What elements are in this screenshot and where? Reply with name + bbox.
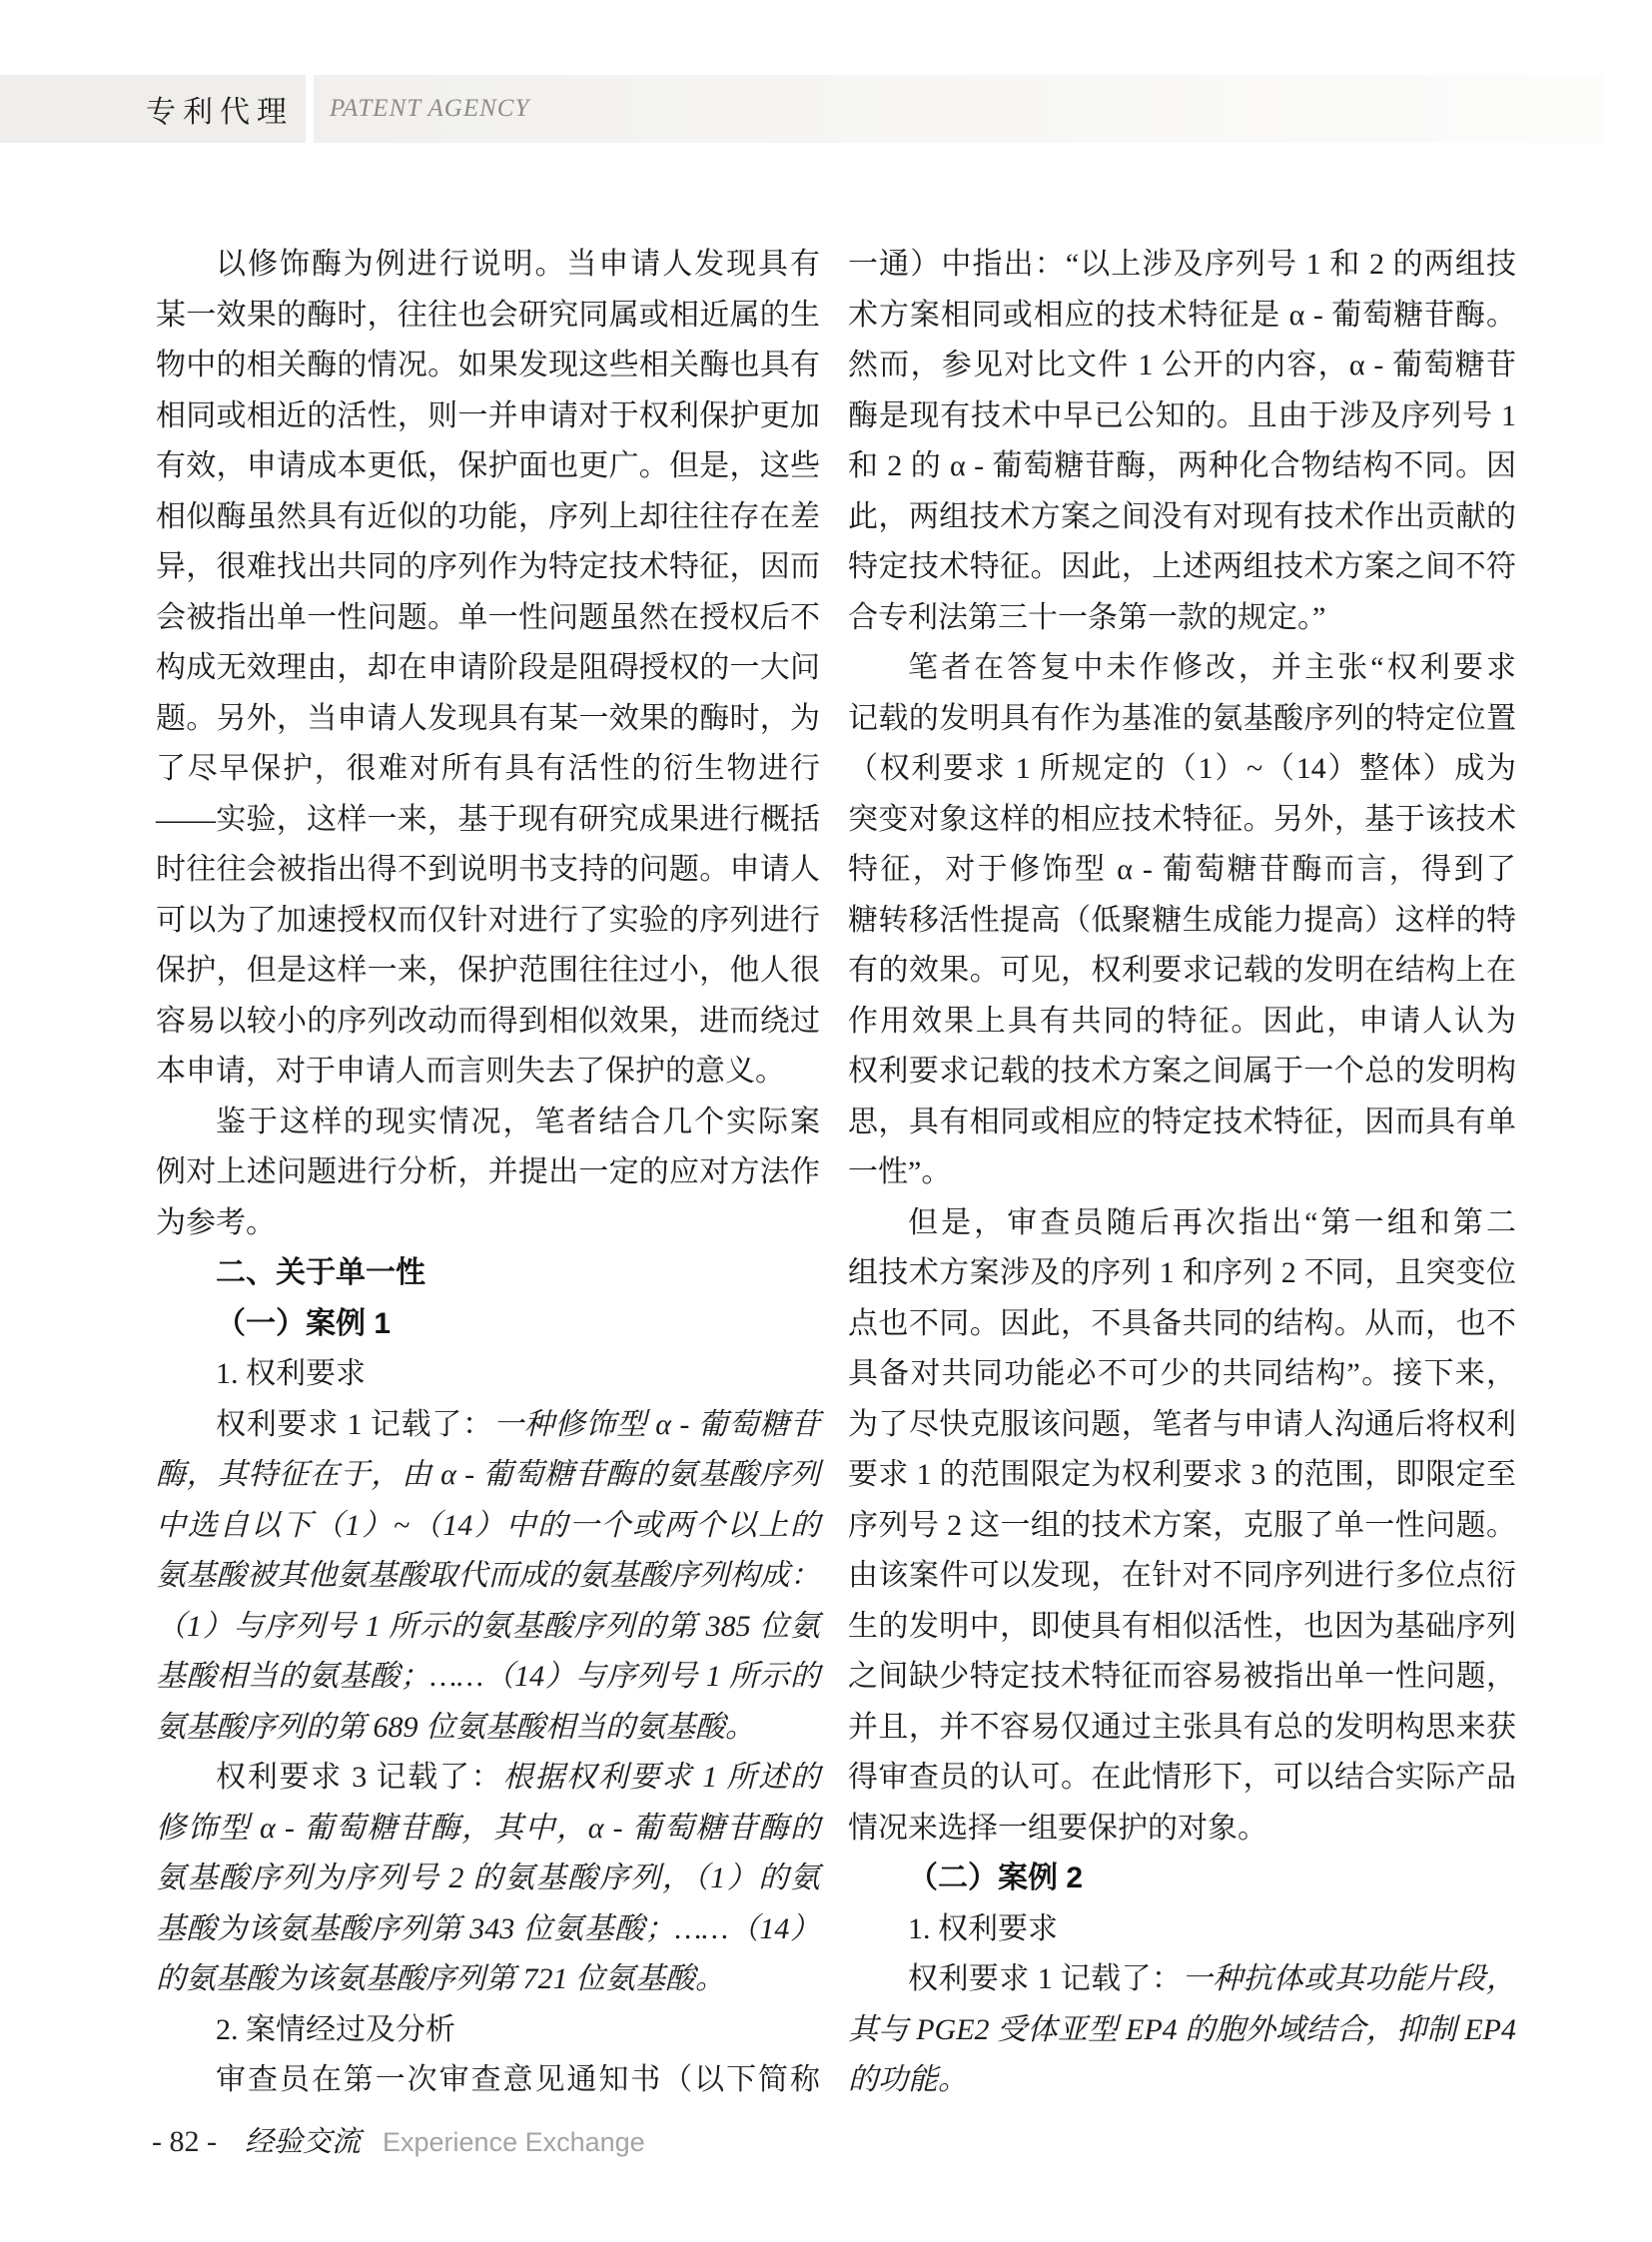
text-segment-song: 一性”。 xyxy=(848,1155,952,1188)
text-line xyxy=(156,391,820,442)
text-segment-song: 相同或相近的活性，则一并申请对于权利保护更加 xyxy=(156,398,820,432)
text-segment-hei: （一）案例 1 xyxy=(216,1306,392,1340)
text-segment-song: 组技术方案涉及的序列 1 和序列 2 不同，且突变位 xyxy=(848,1256,1516,1289)
text-segment-song: 此，两组技术方案之间没有对现有技术作出贡献的 xyxy=(848,499,1516,533)
text-segment-song: 并且，并不容易仅通过主张具有总的发明构思来获 xyxy=(848,1710,1516,1744)
text-line xyxy=(156,1299,820,1350)
text-segment-hei: 二、关于单一性 xyxy=(216,1256,425,1289)
text-segment-song: 思，具有相同或相应的特定技术特征，因而具有单 xyxy=(848,1105,1516,1138)
text-line xyxy=(156,1954,820,2005)
text-segment-kai: 其与 PGE2 受体亚型 EP4 的胞外域结合，抑制 EP4 xyxy=(848,2012,1516,2046)
footer-section-en: Experience Exchange xyxy=(383,2127,645,2157)
text-line xyxy=(848,946,1516,997)
text-line xyxy=(848,542,1516,593)
text-segment-song: 可以为了加速授权而仅针对进行了实验的序列进行 xyxy=(156,903,820,937)
text-line xyxy=(156,643,820,694)
text-segment-song: 得审查员的认可。在此情形下，可以结合实际产品 xyxy=(848,1761,1516,1794)
text-line xyxy=(848,441,1516,492)
text-segment-kai: 一种修饰型 α - 葡萄糖苷 xyxy=(492,1407,820,1441)
text-segment-song: 笔者在答复中未作修改，并主张“权利要求 xyxy=(908,651,1516,684)
text-line xyxy=(156,240,820,291)
page-number: - 82 - xyxy=(152,2125,217,2158)
text-line xyxy=(848,1954,1516,2005)
text-segment-song: 然而，参见对比文件 1 公开的内容，α - 葡萄糖苷 xyxy=(848,349,1516,381)
text-segment-kai: 氨基酸被其他氨基酸取代而成的氨基酸序列构成： xyxy=(156,1559,820,1592)
text-segment-song: 1. 权利要求 xyxy=(908,1911,1058,1945)
text-segment-song: 情况来选择一组要保护的对象。 xyxy=(848,1811,1267,1845)
text-segment-song: 但是，审查员随后再次指出“第一组和第二 xyxy=(908,1205,1516,1239)
text-line xyxy=(848,694,1516,745)
text-line xyxy=(848,2055,1516,2106)
text-segment-song: 特征，对于修饰型 α - 葡萄糖苷酶而言，得到了 xyxy=(848,853,1516,886)
text-line xyxy=(848,1753,1516,1804)
page-footer xyxy=(152,2119,645,2163)
text-line xyxy=(156,744,820,795)
text-segment-song: 保护，但是这样一来，保护范围往往过小，他人很 xyxy=(156,954,820,987)
text-line xyxy=(156,2055,820,2106)
text-segment-song: 由该案件可以发现，在针对不同序列进行多位点衍 xyxy=(848,1559,1516,1592)
text-segment-kai: 氨基酸序列的第 689 位氨基酸相当的氨基酸。 xyxy=(156,1710,755,1744)
text-segment-song: 权利要求 3 记载了： xyxy=(216,1761,503,1794)
text-segment-song: 异，很难找出共同的序列作为特定技术特征，因而 xyxy=(156,550,820,583)
text-segment-kai: 基酸相当的氨基酸；……（14）与序列号 1 所示的 xyxy=(156,1660,820,1693)
text-segment-song: 糖转移活性提高（低聚糖生成能力提高）这样的特 xyxy=(848,903,1516,937)
text-segment-song: 一通）中指出：“以上涉及序列号 1 和 2 的两组技 xyxy=(848,248,1516,281)
text-line xyxy=(848,1248,1516,1299)
header-strip xyxy=(314,75,1604,143)
text-segment-song: 术方案相同或相应的技术特征是 α - 葡萄糖苷酶。 xyxy=(848,298,1516,332)
text-line xyxy=(156,1904,820,1955)
text-line xyxy=(156,2005,820,2056)
text-line xyxy=(848,1551,1516,1602)
text-segment-kai: 一种抗体或其功能片段， xyxy=(1182,1962,1516,1995)
text-line xyxy=(848,593,1516,644)
text-line xyxy=(848,2005,1516,2056)
text-segment-hei: （二）案例 2 xyxy=(908,1862,1084,1894)
text-line xyxy=(848,997,1516,1048)
text-segment-song: 要求 1 的范围限定为权利要求 3 的范围，即限定至 xyxy=(848,1458,1516,1491)
text-segment-kai: （1）与序列号 1 所示的氨基酸序列的第 385 位氨 xyxy=(156,1609,820,1643)
text-line xyxy=(848,845,1516,896)
text-line xyxy=(156,1349,820,1400)
text-segment-song: 了尽早保护，很难对所有具有活性的衍生物进行 xyxy=(156,752,820,785)
text-line xyxy=(156,593,820,644)
text-segment-song: 以修饰酶为例进行说明。当申请人发现具有 xyxy=(216,248,820,281)
text-line xyxy=(156,694,820,745)
text-line xyxy=(156,1501,820,1552)
text-line xyxy=(848,1047,1516,1098)
text-segment-song: 酶是现有技术中早已公知的。且由于涉及序列号 1 xyxy=(848,398,1516,432)
text-segment-kai: 基酸为该氨基酸序列第 343 位氨基酸；……（14） xyxy=(156,1911,820,1945)
text-line xyxy=(848,643,1516,694)
text-segment-song: 权利要求 1 记载了： xyxy=(908,1962,1183,1995)
text-line xyxy=(848,1652,1516,1703)
text-line xyxy=(156,1198,820,1249)
text-line xyxy=(848,1854,1516,1904)
text-segment-song: ——实验，这样一来，基于现有研究成果进行概括 xyxy=(156,802,820,836)
text-segment-song: 为了尽快克服该问题，笔者与申请人沟通后将权利 xyxy=(848,1407,1516,1441)
text-line xyxy=(848,1349,1516,1400)
text-segment-song: 时往往会被指出得不到说明书支持的问题。申请人 xyxy=(156,853,820,886)
text-segment-song: 之间缺少特定技术特征而容易被指出单一性问题， xyxy=(848,1660,1516,1693)
text-segment-kai: 酶，其特征在于，由 α - 葡萄糖苷酶的氨基酸序列 xyxy=(156,1458,820,1491)
text-segment-song: 有的效果。可见，权利要求记载的发明在结构上在 xyxy=(848,954,1516,987)
text-line xyxy=(848,1198,1516,1249)
text-line xyxy=(848,896,1516,947)
text-column-right xyxy=(848,240,1516,2106)
text-segment-song: 2. 案情经过及分析 xyxy=(216,2012,455,2046)
text-line xyxy=(156,1450,820,1501)
text-line xyxy=(156,542,820,593)
text-line xyxy=(848,291,1516,342)
text-line xyxy=(156,1703,820,1754)
text-line xyxy=(848,1602,1516,1653)
text-line xyxy=(156,1098,820,1148)
text-line xyxy=(156,1147,820,1198)
text-line xyxy=(156,845,820,896)
text-segment-song: 特定技术特征。因此，上述两组技术方案之间不符 xyxy=(848,550,1516,583)
text-line xyxy=(156,1047,820,1098)
text-segment-song: 权利要求 1 记载了： xyxy=(216,1407,493,1441)
text-segment-song: 合专利法第三十一条第一款的规定。” xyxy=(848,600,1326,634)
text-segment-song: 记载的发明具有作为基准的氨基酸序列的特定位置 xyxy=(848,701,1516,735)
text-segment-song: 容易以较小的序列改动而得到相似效果，进而绕过 xyxy=(156,1004,820,1038)
text-segment-kai: 修饰型 α - 葡萄糖苷酶，其中，α - 葡萄糖苷酶的 xyxy=(156,1811,820,1845)
text-line xyxy=(848,1904,1516,1955)
text-segment-song: 某一效果的酶时，往往也会研究同属或相近属的生 xyxy=(156,298,820,332)
text-segment-kai: 中选自以下（1）~（14）中的一个或两个以上的 xyxy=(156,1508,820,1542)
text-segment-song: 为参考。 xyxy=(156,1205,276,1239)
text-line xyxy=(156,341,820,391)
text-segment-song: 审查员在第一次审查意见通知书（以下简称 xyxy=(216,2063,820,2096)
text-line xyxy=(156,1854,820,1904)
text-line xyxy=(156,896,820,947)
text-line xyxy=(156,1551,820,1602)
text-line xyxy=(848,341,1516,391)
text-line xyxy=(848,1804,1516,1855)
text-segment-song: 物中的相关酶的情况。如果发现这些相关酶也具有 xyxy=(156,349,820,381)
text-line xyxy=(156,1248,820,1299)
text-segment-song: 1. 权利要求 xyxy=(216,1357,366,1390)
text-segment-song: 序列号 2 这一组的技术方案，克服了单一性问题。 xyxy=(848,1508,1516,1542)
text-column-left xyxy=(156,240,820,2106)
text-line xyxy=(848,1098,1516,1148)
text-segment-song: 题。另外，当申请人发现具有某一效果的酶时，为 xyxy=(156,701,820,735)
header-title-en: PATENT AGENCY xyxy=(330,95,530,122)
text-line xyxy=(848,391,1516,442)
text-line xyxy=(848,240,1516,291)
text-line xyxy=(156,1804,820,1855)
text-segment-song: 和 2 的 α - 葡萄糖苷酶，两种化合物结构不同。因 xyxy=(848,449,1516,482)
text-segment-song: 点也不同。因此，不具备共同的结构。从而，也不 xyxy=(848,1306,1516,1340)
text-segment-song: 生的发明中，即使具有相似活性，也因为基础序列 xyxy=(848,1609,1516,1643)
text-line xyxy=(848,1147,1516,1198)
text-segment-kai: 的氨基酸为该氨基酸序列第 721 位氨基酸。 xyxy=(156,1962,725,1995)
text-segment-song: 作用效果上具有共同的特征。因此，申请人认为 xyxy=(848,1004,1516,1038)
text-line xyxy=(156,1602,820,1653)
text-segment-song: 权利要求记载的技术方案之间属于一个总的发明构 xyxy=(848,1055,1516,1088)
text-line xyxy=(156,1753,820,1804)
text-line xyxy=(848,744,1516,795)
text-segment-song: 相似酶虽然具有近似的功能，序列上却往往存在差 xyxy=(156,499,820,533)
text-line xyxy=(156,1400,820,1451)
footer-section-cn: 经验交流 xyxy=(244,2126,361,2158)
text-line xyxy=(848,492,1516,543)
text-segment-song: 例对上述问题进行分析，并提出一定的应对方法作 xyxy=(156,1155,820,1188)
text-segment-song: 会被指出单一性问题。单一性问题虽然在授权后不 xyxy=(156,600,820,634)
text-line xyxy=(848,1299,1516,1350)
text-segment-kai: 氨基酸序列为序列号 2 的氨基酸序列，（1）的氨 xyxy=(156,1862,820,1894)
text-line xyxy=(156,1652,820,1703)
text-line xyxy=(848,1703,1516,1754)
text-line xyxy=(156,795,820,846)
text-segment-song: 本申请，对于申请人而言则失去了保护的意义。 xyxy=(156,1055,785,1088)
text-line xyxy=(156,997,820,1048)
text-line xyxy=(156,291,820,342)
header-section-box xyxy=(0,75,306,143)
text-line xyxy=(848,1501,1516,1552)
text-segment-song: 有效，申请成本更低，保护面也更广。但是，这些 xyxy=(156,449,820,482)
text-segment-song: （权利要求 1 所规定的（1）~（14）整体）成为 xyxy=(848,752,1516,785)
text-segment-kai: 的功能。 xyxy=(848,2063,968,2096)
text-line xyxy=(156,946,820,997)
text-line xyxy=(848,795,1516,846)
text-segment-kai: 根据权利要求 1 所述的 xyxy=(502,1761,820,1794)
text-segment-song: 具备对共同功能必不可少的共同结构”。接下来， xyxy=(848,1357,1516,1390)
header-title-cn: 专利代理 xyxy=(146,96,294,129)
text-line xyxy=(848,1400,1516,1451)
text-line xyxy=(156,492,820,543)
text-segment-song: 鉴于这样的现实情况，笔者结合几个实际案 xyxy=(216,1105,820,1138)
text-segment-song: 突变对象这样的相应技术特征。另外，基于该技术 xyxy=(848,802,1516,836)
text-line xyxy=(156,441,820,492)
text-line xyxy=(848,1450,1516,1501)
text-segment-song: 构成无效理由，却在申请阶段是阻碍授权的一大问 xyxy=(156,651,820,684)
